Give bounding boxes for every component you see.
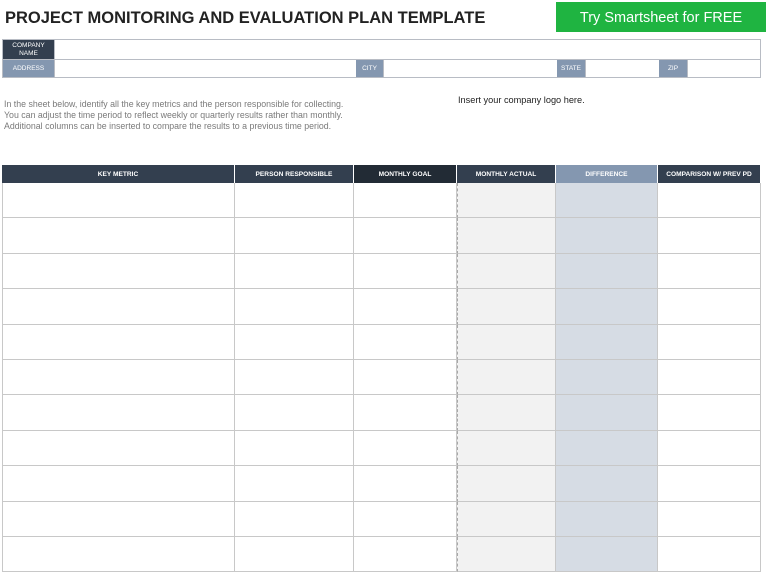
logo-placeholder-note: Insert your company logo here. <box>458 95 585 105</box>
table-row <box>2 325 761 360</box>
table-cell-monthly-goal[interactable] <box>354 254 457 289</box>
table-cell-person-responsible[interactable] <box>235 289 354 324</box>
zip-field[interactable] <box>687 60 760 77</box>
table-cell-comparison[interactable] <box>658 218 761 253</box>
table-cell-person-responsible[interactable] <box>235 502 354 537</box>
table-cell-monthly-actual[interactable] <box>457 502 556 537</box>
city-label: CITY <box>356 60 383 77</box>
table-cell-comparison[interactable] <box>658 325 761 360</box>
company-name-label: COMPANY NAME <box>3 40 54 59</box>
table-row <box>2 502 761 537</box>
company-info-form <box>2 39 761 78</box>
table-cell-key-metric[interactable] <box>2 502 235 537</box>
column-header-person-responsible: PERSON RESPONSIBLE <box>235 165 354 183</box>
table-cell-comparison[interactable] <box>658 466 761 501</box>
company-name-field[interactable] <box>54 40 760 59</box>
table-cell-monthly-goal[interactable] <box>354 289 457 324</box>
column-header-monthly-goal: MONTHLY GOAL <box>354 165 457 183</box>
table-cell-monthly-goal[interactable] <box>354 360 457 395</box>
table-cell-monthly-goal[interactable] <box>354 218 457 253</box>
table-row <box>2 254 761 289</box>
city-field[interactable] <box>383 60 557 77</box>
table-cell-monthly-goal[interactable] <box>354 431 457 466</box>
table-cell-difference[interactable] <box>556 360 658 395</box>
table-row <box>2 289 761 324</box>
table-cell-difference[interactable] <box>556 183 658 218</box>
table-cell-monthly-goal[interactable] <box>354 466 457 501</box>
table-row <box>2 466 761 501</box>
instructions-text: In the sheet below, identify all the key metrics and the person responsible for collecting. You can adjust the time period to reflect weekly or quarterly results rather than monthly. Additional columns can be inserted to compare the results to a previous time period. <box>4 99 344 131</box>
table-cell-difference[interactable] <box>556 325 658 360</box>
table-cell-person-responsible[interactable] <box>235 325 354 360</box>
table-cell-monthly-actual[interactable] <box>457 360 556 395</box>
table-cell-monthly-actual[interactable] <box>457 218 556 253</box>
table-cell-difference[interactable] <box>556 218 658 253</box>
table-cell-comparison[interactable] <box>658 360 761 395</box>
column-header-monthly-actual: MONTHLY ACTUAL <box>457 165 556 183</box>
table-cell-person-responsible[interactable] <box>235 183 354 218</box>
table-cell-person-responsible[interactable] <box>235 218 354 253</box>
table-cell-comparison[interactable] <box>658 289 761 324</box>
page-title: PROJECT MONITORING AND EVALUATION PLAN TEMPLATE <box>5 9 486 27</box>
table-cell-difference[interactable] <box>556 395 658 430</box>
table-cell-monthly-goal[interactable] <box>354 183 457 218</box>
table-row <box>2 218 761 253</box>
try-smartsheet-button[interactable]: Try Smartsheet for FREE <box>556 2 766 32</box>
table-cell-difference[interactable] <box>556 289 658 324</box>
table-cell-difference[interactable] <box>556 431 658 466</box>
address-field[interactable] <box>54 60 356 77</box>
table-cell-difference[interactable] <box>556 466 658 501</box>
table-cell-monthly-actual[interactable] <box>457 183 556 218</box>
table-cell-person-responsible[interactable] <box>235 360 354 395</box>
table-cell-difference[interactable] <box>556 537 658 572</box>
state-label: STATE <box>557 60 585 77</box>
table-cell-key-metric[interactable] <box>2 218 235 253</box>
table-row <box>2 431 761 466</box>
table-cell-monthly-actual[interactable] <box>457 254 556 289</box>
table-cell-monthly-goal[interactable] <box>354 325 457 360</box>
table-cell-key-metric[interactable] <box>2 254 235 289</box>
table-cell-difference[interactable] <box>556 254 658 289</box>
table-cell-key-metric[interactable] <box>2 395 235 430</box>
table-cell-key-metric[interactable] <box>2 537 235 572</box>
table-cell-key-metric[interactable] <box>2 431 235 466</box>
table-row <box>2 395 761 430</box>
table-cell-key-metric[interactable] <box>2 360 235 395</box>
table-cell-key-metric[interactable] <box>2 183 235 218</box>
table-cell-person-responsible[interactable] <box>235 254 354 289</box>
table-cell-comparison[interactable] <box>658 395 761 430</box>
table-cell-monthly-actual[interactable] <box>457 395 556 430</box>
table-cell-person-responsible[interactable] <box>235 537 354 572</box>
table-row <box>2 360 761 395</box>
table-cell-monthly-actual[interactable] <box>457 466 556 501</box>
zip-label: ZIP <box>659 60 687 77</box>
address-label: ADDRESS <box>3 60 54 77</box>
table-cell-comparison[interactable] <box>658 537 761 572</box>
table-cell-comparison[interactable] <box>658 431 761 466</box>
table-cell-comparison[interactable] <box>658 183 761 218</box>
table-cell-monthly-goal[interactable] <box>354 502 457 537</box>
table-cell-key-metric[interactable] <box>2 289 235 324</box>
table-cell-monthly-actual[interactable] <box>457 289 556 324</box>
table-cell-monthly-actual[interactable] <box>457 537 556 572</box>
table-cell-monthly-actual[interactable] <box>457 431 556 466</box>
table-cell-difference[interactable] <box>556 502 658 537</box>
table-cell-monthly-goal[interactable] <box>354 395 457 430</box>
table-cell-monthly-goal[interactable] <box>354 537 457 572</box>
table-header <box>2 165 761 183</box>
table-row <box>2 537 761 572</box>
state-field[interactable] <box>585 60 659 77</box>
table-cell-person-responsible[interactable] <box>235 395 354 430</box>
table-cell-person-responsible[interactable] <box>235 431 354 466</box>
column-header-comparison: COMPARISON W/ PREV PD <box>658 165 761 183</box>
table-cell-monthly-actual[interactable] <box>457 325 556 360</box>
table-cell-key-metric[interactable] <box>2 466 235 501</box>
table-cell-person-responsible[interactable] <box>235 466 354 501</box>
table-cell-key-metric[interactable] <box>2 325 235 360</box>
column-header-difference: DIFFERENCE <box>556 165 658 183</box>
table-row <box>2 183 761 218</box>
table-cell-comparison[interactable] <box>658 254 761 289</box>
table-cell-comparison[interactable] <box>658 502 761 537</box>
column-header-key-metric: KEY METRIC <box>2 165 235 183</box>
